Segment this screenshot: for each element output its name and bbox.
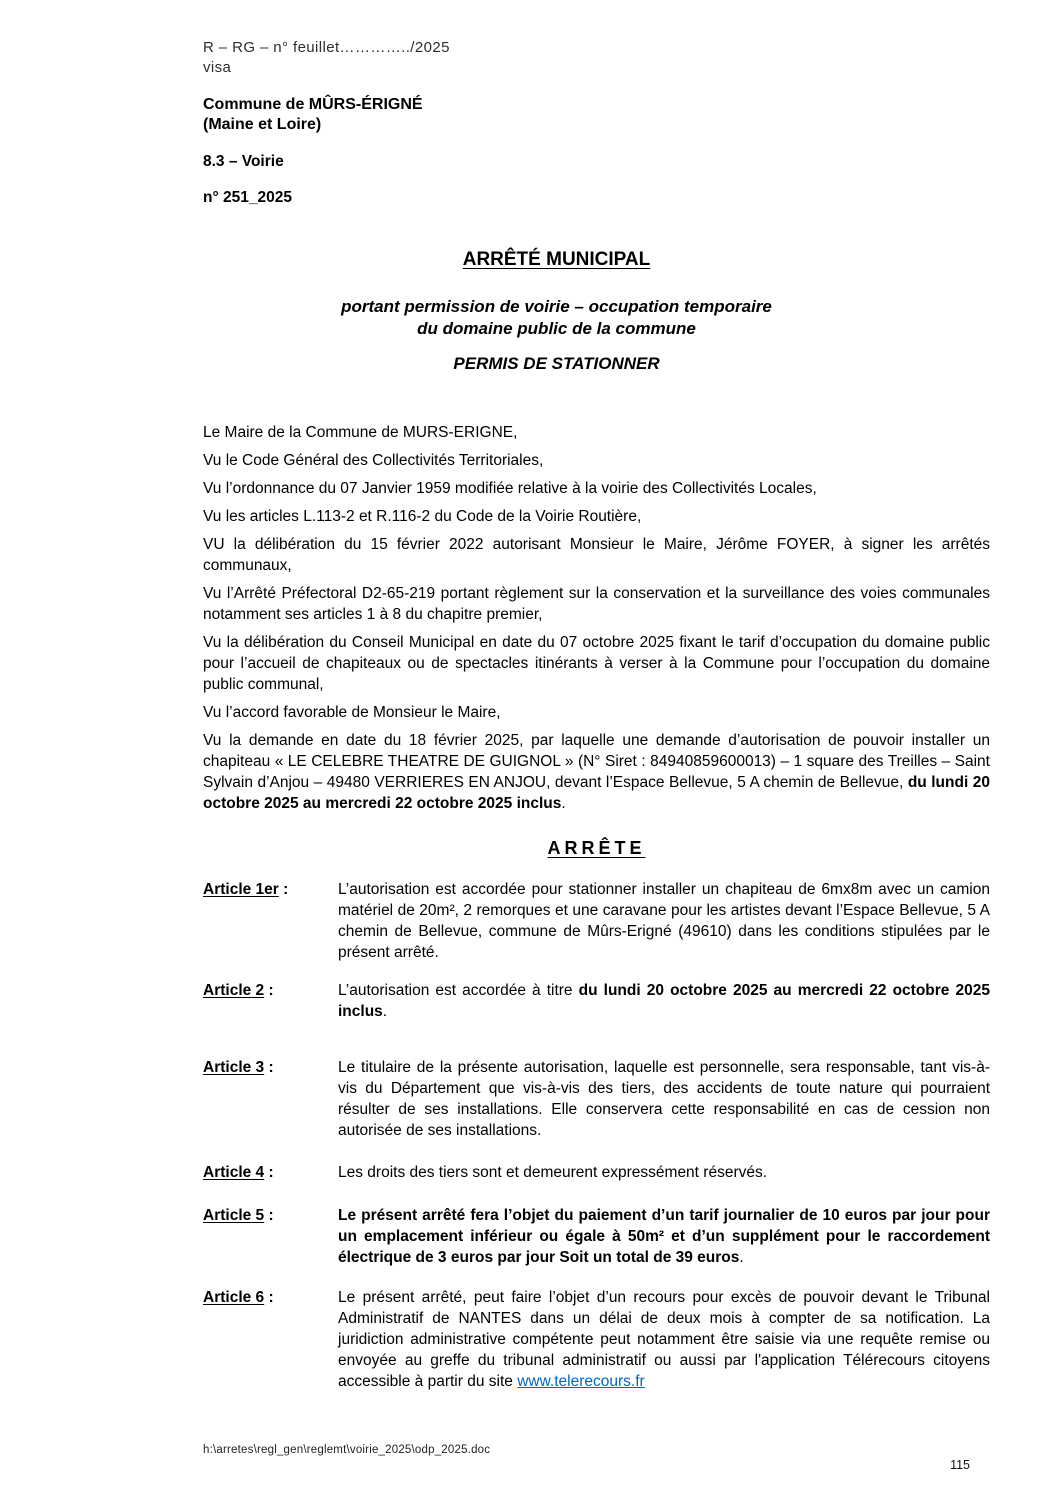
article-row-2 (203, 980, 990, 1022)
article-row-3 (203, 1057, 990, 1141)
article-3-body: Le titulaire de la présente autorisation, laquelle est personnelle, sera responsable, tant vis-à-vis du Département que vis-à-vis des tiers, des accidents de toute nature qui pourraient résulter de ses installations. Elle conservera cette responsabilité en cas de cession non autorisée de ses installations. (338, 1059, 990, 1139)
preamble-vu-1: Vu le Code Général des Collectivités Territoriales, (203, 452, 544, 469)
classification-code: 8.3 – Voirie (203, 153, 284, 170)
article-2-dates-bold: du lundi 20 octobre 2025 au mercredi 22 octobre 2025 inclus (338, 982, 990, 1020)
registry-reference-line: R – RG – n° feuillet…………../2025 (203, 39, 450, 56)
arrete-heading: ARRÊTE (547, 838, 646, 858)
article-3-label: Article 3 : (203, 1059, 274, 1076)
article-4-body: Les droits des tiers sont et demeurent expressément réservés. (338, 1164, 768, 1181)
article-1-body: L’autorisation est accordée pour stationner installer un chapiteau de 6mx8m avec un camion matériel de 20m², 2 remorques et une caravane pour les artistes devant l’Espace Bellevue, 5 A chemin de Bellevue, commune de Mûrs-Erigné (49610) dans les conditions stipulées par le présent arrêté. (338, 881, 990, 961)
article-1-label: Article 1er : (203, 881, 289, 898)
act-number: n° 251_2025 (203, 189, 292, 206)
article-6-body: Le présent arrêté, peut faire l’objet d’un recours pour excès de pouvoir devant le Tribunal Administratif de NANTES dans un délai de deux mois à compter de sa notification. La juridiction administrative compétente peut notamment être saisie via une requête remise ou envoyée au greffe du tribunal administratif ou aussi par l'application Télérecours citoyens accessible à partir du site www.telerecours.fr (338, 1289, 990, 1390)
visa-label: visa (203, 59, 232, 76)
subtitle-line-1: portant permission de voirie – occupation temporaire (341, 297, 772, 316)
preamble-vu-3: Vu les articles L.113-2 et R.116-2 du Code de la Voirie Routière, (203, 508, 642, 525)
article-row-5 (203, 1205, 990, 1268)
preamble-intro: Le Maire de la Commune de MURS-ERIGNE, (203, 424, 518, 441)
article-6-label: Article 6 : (203, 1289, 274, 1306)
telerecours-link[interactable]: www.telerecours.fr (517, 1373, 645, 1390)
commune-name: Commune de MÛRS-ÉRIGNÉ (203, 96, 423, 113)
article-2-body: L’autorisation est accordée à titre du lundi 20 octobre 2025 au mercredi 22 octobre 2025 inclus. (338, 982, 990, 1020)
commune-block (203, 95, 450, 135)
article-row-4 (203, 1162, 990, 1183)
document-title: ARRÊTÉ MUNICIPAL (462, 249, 651, 270)
preamble-vu-5: Vu l’Arrêté Préfectoral D2-65-219 portant règlement sur la conservation et la surveillance des voies communales notamment ses articles 1 à 8 du chapitre premier, (203, 585, 990, 623)
subtitle-line-2: du domaine public de la commune (417, 319, 696, 338)
preamble-vu-4: VU la délibération du 15 février 2022 autorisant Monsieur le Maire, Jérôme FOYER, à signer les arrêtés communaux, (203, 536, 990, 574)
document-header (203, 38, 450, 208)
page-number: 115 (950, 1458, 970, 1472)
demande-dates-bold: du lundi 20 octobre 2025 au mercredi 22 octobre 2025 inclus (203, 774, 990, 812)
preamble-vu-6: Vu la délibération du Conseil Municipal en date du 07 octobre 2025 fixant le tarif d’occupation du domaine public pour l’accueil de chapiteaux ou de spectacles itinérants à verser à la Commune pour l’occupation du domaine public communal, (203, 634, 990, 693)
preamble-vu-2: Vu l’ordonnance du 07 Janvier 1959 modifiée relative à la voirie des Collectivités Locales, (203, 480, 817, 497)
footer-file-path: h:\arretes\regl_gen\reglemt\voirie_2025\odp_2025.doc (203, 1444, 491, 1456)
article-row-1 (203, 879, 990, 963)
preamble-demande (203, 730, 990, 814)
article-5-body: Le présent arrêté fera l’objet du paiement d’un tarif journalier de 10 euros par jour pour un emplacement inférieur ou égale à 50m² et d’un supplément pour le raccordement électrique de 3 euros par jour Soit un total de 39 euros. (338, 1207, 990, 1266)
commune-departement: (Maine et Loire) (203, 116, 322, 133)
demande-period: . (561, 795, 566, 812)
article-2-label: Article 2 : (203, 982, 274, 999)
article-5-tariff-bold: Le présent arrêté fera l’objet du paiement d’un tarif journalier de 10 euros par jour pour un emplacement inférieur ou égale à 50m² et d’un supplément pour le raccordement électrique de 3 euros par jour Soit un total de 39 euros (338, 1207, 990, 1266)
article-4-label: Article 4 : (203, 1164, 274, 1181)
document-subtitle (203, 296, 910, 340)
document-body (203, 422, 990, 1392)
preamble-vu-7: Vu l’accord favorable de Monsieur le Maire, (203, 704, 501, 721)
article-row-6 (203, 1287, 990, 1392)
demande-text: Vu la demande en date du 18 février 2025, par laquelle une demande d’autorisation de pouvoir installer un chapiteau « LE CELEBRE THEATRE DE GUIGNOL » (N° Siret : 84940859600013) – 1 square des Treilles – Saint Sylvain d’Anjou – 49480 VERRIERES EN ANJOU, devant l’Espace Bellevue, 5 A chemin de Bellevue, (203, 732, 990, 791)
permit-type-title: PERMIS DE STATIONNER (453, 354, 660, 373)
article-5-label: Article 5 : (203, 1207, 274, 1224)
